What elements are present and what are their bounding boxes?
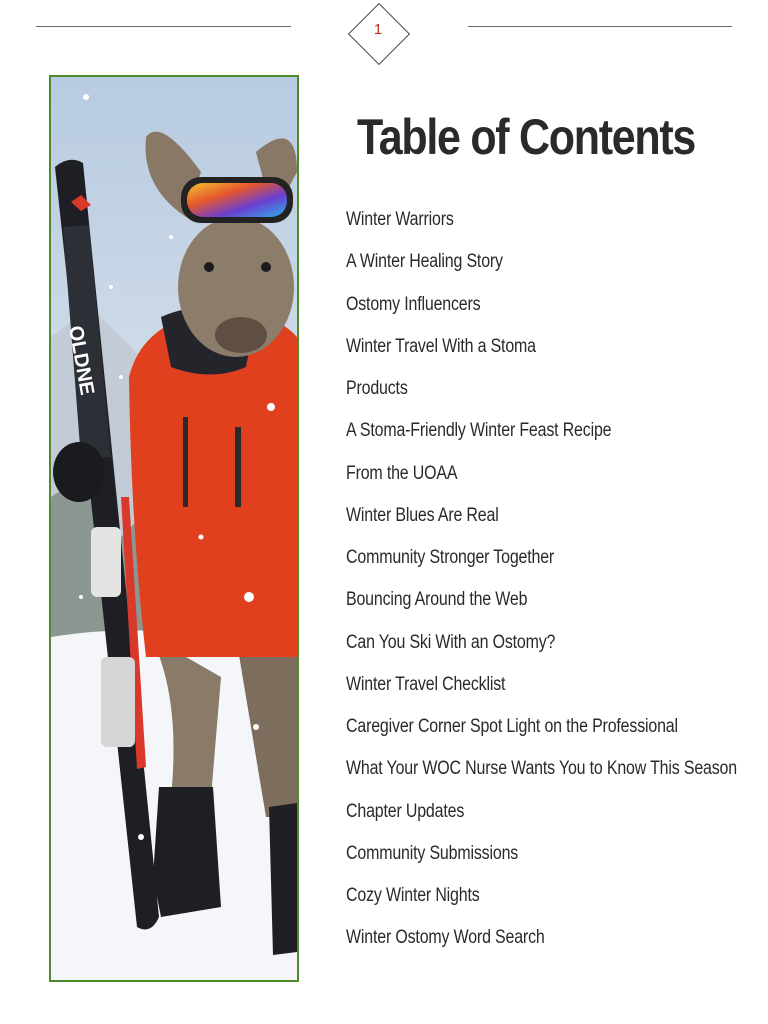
toc-item[interactable]: Can You Ski With an Ostomy? <box>346 631 556 653</box>
header-rule-left <box>36 26 291 27</box>
ski-boot <box>269 803 297 955</box>
toc-list <box>346 207 768 968</box>
kangaroo-skier-photo <box>49 75 299 982</box>
toc-item[interactable]: Winter Ostomy Word Search <box>346 927 545 949</box>
toc-item[interactable]: Winter Blues Are Real <box>346 504 499 526</box>
toc-item[interactable]: Products <box>346 378 408 399</box>
toc-item[interactable]: Winter Travel Checklist <box>346 673 506 695</box>
jacket-zipper <box>183 417 188 507</box>
toc-item[interactable]: Community Stronger Together <box>346 547 555 568</box>
header-rule-right <box>468 26 732 27</box>
toc-item[interactable]: Chapter Updates <box>346 800 465 822</box>
toc-item[interactable]: Caregiver Corner Spot Light on the Professional <box>346 716 678 737</box>
toc-item[interactable]: Ostomy Influencers <box>346 293 481 315</box>
ski-boot <box>153 787 221 917</box>
toc-item[interactable]: Winter Warriors <box>346 209 454 230</box>
glove <box>53 442 105 502</box>
toc-item[interactable]: A Winter Healing Story <box>346 251 503 273</box>
page-number: 1 <box>373 21 383 38</box>
toc-item[interactable]: Cozy Winter Nights <box>346 885 480 906</box>
jacket-zipper <box>235 427 241 507</box>
toc-item[interactable]: Winter Travel With a Stoma <box>346 335 536 357</box>
kangaroo-snout <box>215 317 267 353</box>
ski-brand-text: OLDNE <box>64 324 98 397</box>
toc-item[interactable]: Bouncing Around the Web <box>346 589 528 611</box>
kangaroo-eye <box>261 262 271 272</box>
toc-item[interactable]: From the UOAA <box>346 462 458 484</box>
toc-item[interactable]: A Stoma-Friendly Winter Feast Recipe <box>346 420 612 442</box>
toc-item[interactable]: Community Submissions <box>346 842 519 864</box>
toc-item[interactable]: What Your WOC Nurse Wants You to Know This Season <box>346 758 737 780</box>
photo-illustration <box>51 77 297 980</box>
kangaroo-eye <box>204 262 214 272</box>
goggles-icon <box>181 177 293 223</box>
page-title: Table of Contents <box>357 109 695 165</box>
